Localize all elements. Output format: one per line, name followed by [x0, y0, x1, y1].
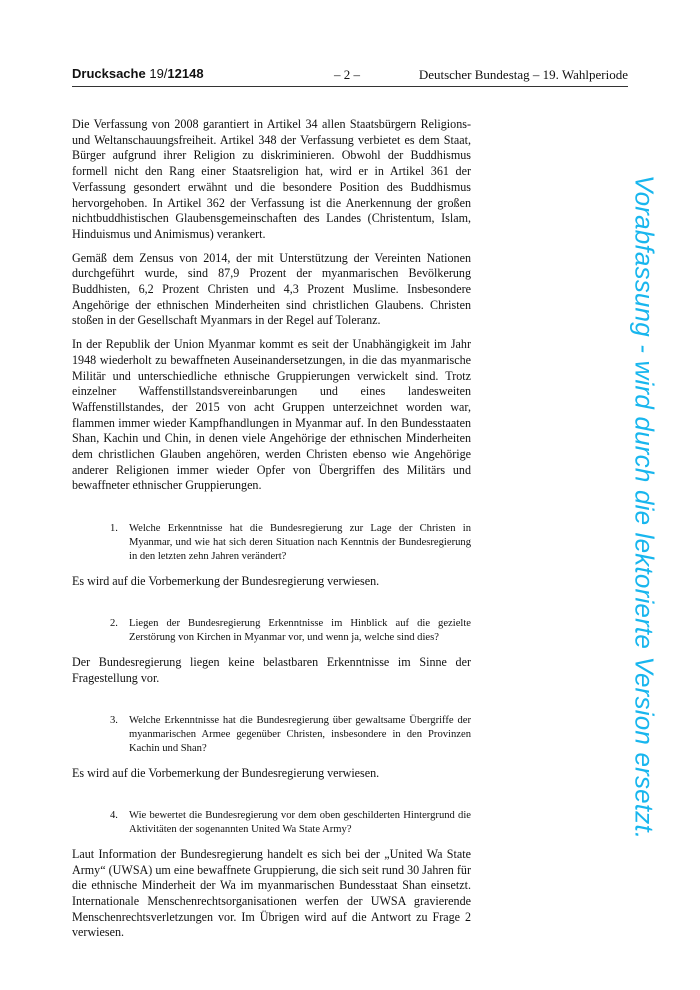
- question-1: [72, 522, 471, 563]
- document-label: Drucksache: [72, 66, 146, 81]
- question-text: Welche Erkenntnisse hat die Bundesregierung zur Lage der Christen in Myanmar, und wie hat sich deren Situation nach Kenntnis der Bundesregierung in den letzten zehn Jahren verändert?: [129, 523, 471, 562]
- answer-1: Es wird auf die Vorbemerkung der Bundesregierung verwiesen.: [72, 573, 380, 588]
- intro-paragraph-3: In der Republik der Union Myanmar kommt es seit der Unabhängigkeit im Jahr 1948 wiederholt zu bewaffneten Auseinandersetzungen, in die das myanmarische Militär und unterschiedliche ethnische Gruppierungen verwickelt sind. Trotz einzelner Waffenstillstandsvereinbarungen und eines landesweiten Waffenstillstandes, der 2015 von acht Gruppen unterzeichnet worden war, flammen immer wieder Kampfhandlungen in Myanmar auf. In den Bundesstaaten Shan, Kachin und Chin, in denen viele Angehörige der ethnischen Minderheiten dem christlichen Glauben angehören, werden Christen ebenso wie Angehörige anderer Religionen immer wieder Opfer von Übergriffen des Militärs und bewaffneter ethnischer Gruppierungen.: [72, 337, 471, 493]
- document-body: [72, 117, 471, 949]
- question-text: Wie bewertet die Bundesregierung vor dem oben geschilderten Hintergrund die Aktivitäten der sogenannten United Wa State Army?: [129, 810, 471, 836]
- intro-paragraph-2: Gemäß dem Zensus von 2014, der mit Unterstützung der Vereinten Nationen durchgeführt wurde, sind 87,9 Prozent der myanmarischen Bevölkerung Buddhisten, 6,2 Prozent Christen und 4,3 Prozent Muslime. Insbesondere Angehörige der ethnischen Minderheiten sind christlichen Glaubens. Christen stoßen in der Gesellschaft Myanmars in der Regel auf Toleranz.: [72, 250, 471, 328]
- question-number: 3.: [110, 715, 118, 727]
- question-number: 4.: [110, 810, 118, 822]
- question-2: [72, 617, 471, 645]
- institution-name: Deutscher Bundestag – 19. Wahlperiode: [418, 67, 628, 82]
- answer-4: Laut Information der Bundesregierung handelt es sich bei der „United Wa State Army“ (UWSA) um eine bewaffnete Gruppierung, die sich seit rund 30 Jahren für die ethnische Minderheit der Wa im myanmarischen Bundesstaat Shan einsetzt. Internationale Menschenrechtsorganisationen werfen der UWSA gravierende Menschenrechtsverletzungen vor. Im Übrigen wird auf die Antwort zu Frage 2 verwiesen.: [72, 846, 471, 940]
- question-number: 2.: [110, 618, 118, 630]
- draft-watermark: [618, 112, 670, 902]
- answer-2: Der Bundesregierung liegen keine belastbaren Erkenntnisse im Sinne der Fragestellung vor.: [72, 654, 471, 685]
- document-number: [72, 66, 204, 81]
- question-text: Welche Erkenntnisse hat die Bundesregierung über gewaltsame Übergriffe der myanmarischen Armee gegenüber Christen, insbesondere in den Provinzen Kachin und Shan?: [129, 715, 471, 754]
- document-number-main: 12148: [167, 66, 204, 81]
- page-number: – 2 –: [334, 67, 360, 82]
- watermark-text: Vorabfassung - wird durch die lektorierte Version ersetzt.: [629, 174, 660, 840]
- question-text: Liegen der Bundesregierung Erkenntnisse im Hinblick auf die gezielte Zerstörung von Kirchen in Myanmar vor, und wenn ja, welche sind dies?: [129, 618, 471, 644]
- question-number: 1.: [110, 523, 118, 535]
- document-number-prefix: 19/: [149, 66, 168, 81]
- question-3: [72, 714, 471, 755]
- answer-3: Es wird auf die Vorbemerkung der Bundesregierung verwiesen.: [72, 765, 380, 780]
- intro-paragraph-1: Die Verfassung von 2008 garantiert in Artikel 34 allen Staatsbürgern Religions- und Weltanschauungsfreiheit. Artikel 348 der Verfassung verbietet es dem Staat, Bürger aufgrund ihrer Religion zu diskriminieren. Obwohl der Buddhismus formell nicht den Rang einer Staatsreligion hat, wird er in Artikel 361 der Verfassung gesondert erwähnt und die besondere Position des Buddhismus hervorgehoben. In Artikel 362 der Verfassung ist die Anerkennung der großen nichtbuddhistischen Glaubensgemeinschaften des Landes (Christentum, Islam, Hinduismus und Animismus) verankert.: [72, 117, 471, 241]
- page-header: [72, 66, 628, 87]
- question-4: [72, 809, 471, 837]
